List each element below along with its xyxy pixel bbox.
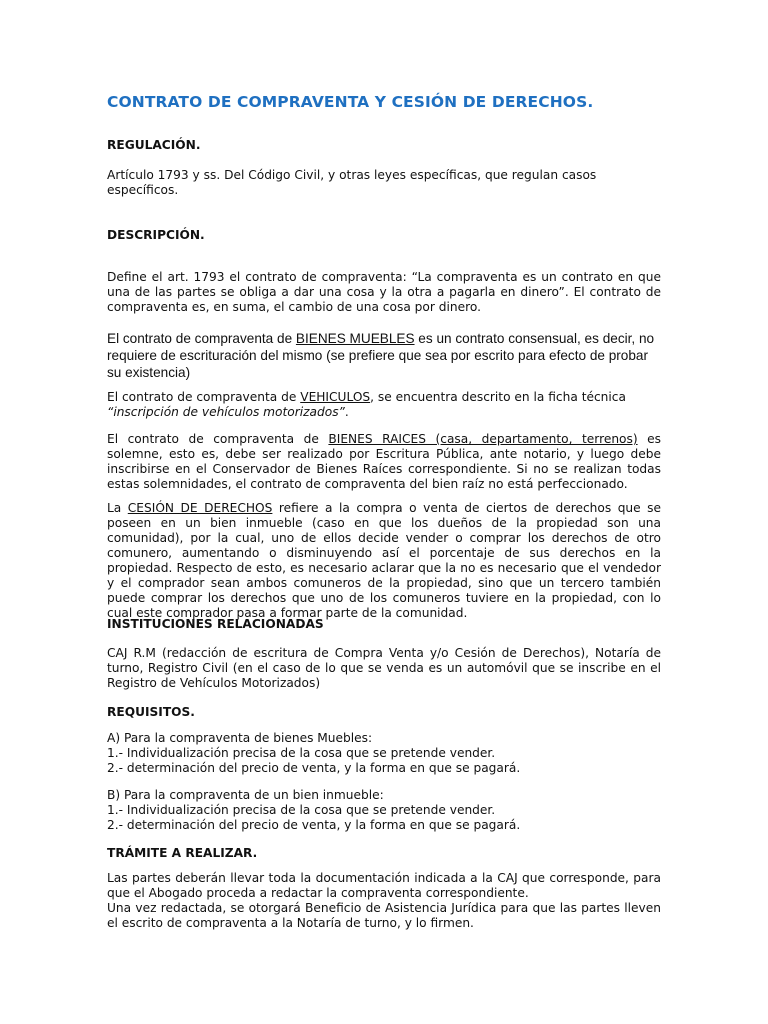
list-item: 2.- determinación del precio de venta, y la forma en que se pagará. xyxy=(107,818,521,832)
descripcion-definition: Define el art. 1793 el contrato de compraventa: “La compraventa es un contrato en que una de las partes se obliga a dar una cosa y la otra a pagarla en dinero”. El contrato de compraventa es, en suma, el cambio de una cosa por dinero. xyxy=(107,270,661,314)
list-item: 2.- determinación del precio de venta, y la forma en que se pagará. xyxy=(107,761,521,775)
vehiculos-link[interactable]: VEHICULOS xyxy=(300,390,371,404)
muebles-text-post: es un contrato consensual, es decir, no requiere de escrituración del mismo (se prefiere que sea por escrito para efecto de probar su existencia) xyxy=(107,331,655,380)
list-item: 1.- Individualización precisa de la cosa que se pretende vender. xyxy=(107,746,496,760)
muebles-text-pre: El contrato de compraventa de xyxy=(107,331,296,346)
paragraph-bienes-raices xyxy=(107,432,661,492)
heading-requisitos: REQUISITOS. xyxy=(107,705,195,719)
tramite-paragraph-2: Una vez redactada, se otorgará Beneficio de Asistencia Jurídica para que las partes lleven el escrito de compraventa a la Notaría de turno, y lo firmen. xyxy=(107,901,661,930)
instituciones-text: CAJ R.M (redacción de escritura de Compra Venta y/o Cesión de Derechos), Notaría de turno, Registro Civil (en el caso de lo que se venda es un automóvil que se inscribe en el Registro de Vehículos Motorizados) xyxy=(107,646,661,690)
tramite-text xyxy=(107,871,661,931)
raices-text-pre: El contrato de compraventa de xyxy=(107,432,329,446)
requisitos-b xyxy=(107,788,661,833)
raices-text-post: es solemne, esto es, debe ser realizado por Escritura Pública, ante notario, y luego debe inscribirse en el Conservador de Bienes Raíces correspondiente. Si no se realizan todas estas solemnidades, el contrato de compraventa del bien raíz no está perfeccionado. xyxy=(107,432,661,491)
paragraph-vehiculos xyxy=(107,390,661,420)
requisitos-b-intro: B) Para la compraventa de un bien inmueble: xyxy=(107,788,384,802)
heading-regulacion: REGULACIÓN. xyxy=(107,138,201,152)
cesion-text-pre: La xyxy=(107,501,128,515)
tramite-paragraph-1: Las partes deberán llevar toda la documentación indicada a la CAJ que corresponde, para que el Abogado proceda a redactar la compraventa correspondiente. xyxy=(107,871,661,900)
paragraph-cesion-derechos xyxy=(107,501,661,621)
heading-instituciones: INSTITUCIONES RELACIONADAS xyxy=(107,617,324,631)
bienes-raices-link[interactable]: BIENES RAICES (casa, departamento, terrenos) xyxy=(328,432,638,446)
cesion-text-post: refiere a la compra o venta de ciertos de derechos que se poseen en un bien inmueble (caso en que los dueños de la propiedad son una comunidad), por la cual, uno de ellos decide vender o comprar los derechos de otro comunero, aumentando o disminuyendo así el porcentaje de sus derechos en la propiedad. Respecto de esto, es necesario aclarar que la no es necesario que el vendedor y el comprador sean ambos comuneros de la propiedad, sino que un tercero también puede comprar los derechos que uno de los comuneros tuviere en la propiedad, con lo cual este comprador pasa a formar parte de la comunidad. xyxy=(107,501,662,620)
vehiculos-text-mid: , se encuentra descrito en la ficha técnica xyxy=(370,390,626,404)
vehiculos-text-pre: El contrato de compraventa de xyxy=(107,390,301,404)
requisitos-a xyxy=(107,731,661,776)
heading-tramite: TRÁMITE A REALIZAR. xyxy=(107,846,258,860)
paragraph-bienes-muebles xyxy=(107,330,661,381)
vehiculos-ficha-title: “inscripción de vehículos motorizados” xyxy=(107,405,345,419)
cesion-derechos-link[interactable]: CESIÓN DE DERECHOS xyxy=(127,501,273,515)
document-title: CONTRATO DE COMPRAVENTA Y CESIÓN DE DERECHOS. xyxy=(107,93,594,111)
bienes-muebles-link[interactable]: BIENES MUEBLES xyxy=(295,331,415,346)
requisitos-a-intro: A) Para la compraventa de bienes Muebles: xyxy=(107,731,373,745)
heading-descripcion: DESCRIPCIÓN. xyxy=(107,228,205,242)
regulacion-text: Artículo 1793 y ss. Del Código Civil, y otras leyes específicas, que regulan casos específicos. xyxy=(107,168,597,197)
list-item: 1.- Individualización precisa de la cosa que se pretende vender. xyxy=(107,803,496,817)
vehiculos-text-post: . xyxy=(344,405,349,419)
